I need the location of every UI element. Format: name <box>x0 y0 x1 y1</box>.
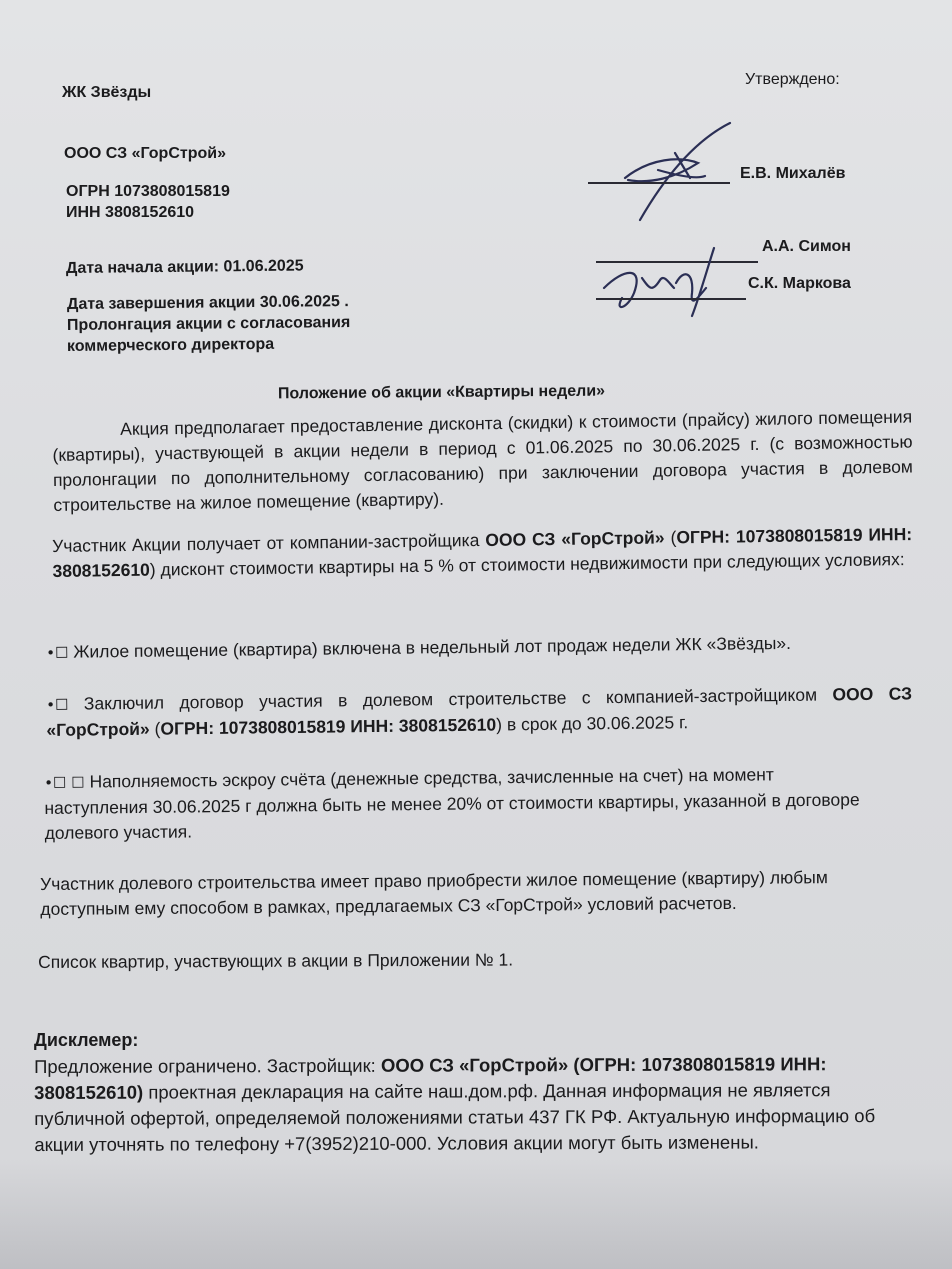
prolongation-line-2: коммерческого директора <box>66 335 275 355</box>
signature-1-icon <box>580 118 750 228</box>
intro-paragraph: Акция предполагает предоставление дисконта (скидки) к стоимости (прайсу) жилого помещения (квартиры), участвующей в акции недели в период с 01.06.2025 по 30.06.2025 г. (с возможностью пролонгации по дополнительному согласованию) при заключении договора участия в долевом строительстве на жилое помещение (квартиру). <box>52 406 914 515</box>
signature-3-line <box>596 298 746 300</box>
document-title: Положение об акции «Квартиры недели» <box>277 382 606 403</box>
checkbox-icon: •☐ <box>46 695 69 714</box>
participant-text-1: Участник Акции получает от компании-застройщика <box>52 529 486 556</box>
prolongation-line-1: Пролонгация акции с согласования <box>66 314 351 334</box>
participant-text-2: ( <box>664 527 677 548</box>
start-date: Дата начала акции: 01.06.2025 <box>65 257 304 277</box>
disclaimer-company: ООО СЗ «ГорСтрой» (ОГРН: 1073808015819 ИНН: 3808152610) <box>34 1053 827 1103</box>
disclaimer-text-1: Предложение ограничено. Застройщик: <box>34 1054 381 1077</box>
apartment-list-note: Список квартир, участвующих в акции в Приложении № 1. <box>38 949 514 972</box>
condition-2-text-2: ( <box>149 718 161 739</box>
company-name: ООО СЗ «ГорСтрой» <box>64 145 226 162</box>
approved-label: Утверждено: <box>745 71 840 88</box>
signer-3: С.К. Маркова <box>748 275 851 292</box>
signer-1: Е.В. Михалёв <box>740 165 846 182</box>
disclaimer-text-2: проектная декларация на сайте наш.дом.рф. Данная информация не является публичной офертой, определяемой положениями статьи 437 ГК РФ. Актуальную информацию об акции уточнять по телефону +7(3952)210-000. Условия акции могут быть изменены. <box>34 1079 876 1155</box>
ogrn: ОГРН 1073808015819 <box>66 183 230 200</box>
signer-2: А.А. Симон <box>762 238 851 255</box>
disclaimer-text <box>34 1051 919 1158</box>
condition-2 <box>46 681 913 743</box>
checkbox-icon: •☐ <box>46 643 69 662</box>
condition-2-text-1: Заключил договор участия в долевом строительстве с компанией-застройщиком <box>68 684 833 714</box>
condition-3-text: Наполняемость эскроу счёта (денежные средства, зачисленные на счет) на момент наступления 30.06.2025 г должна быть не менее 20% от стоимости квартиры, указанной в договоре долевого участия. <box>44 764 860 843</box>
complex-name: ЖК Звёзды <box>62 84 152 101</box>
condition-3 <box>44 761 865 846</box>
purchase-paragraph: Участник долевого строительства имеет право приобрести жилое помещение (квартиру) любым доступным ему способом в рамках, предлагаемых СЗ «ГорСтрой» условий расчетов. <box>40 867 828 919</box>
checkbox-icon: •☐ ☐ <box>44 773 85 792</box>
signature-2-icon <box>594 238 754 320</box>
end-date: Дата завершения акции 30.06.2025 . <box>66 293 349 313</box>
participant-paragraph <box>52 522 913 584</box>
condition-1-text: Жилое помещение (квартира) включена в недельный лот продаж недели ЖК «Звёзды». <box>68 632 792 662</box>
condition-2-text-3: ) в срок до 30.06.2025 г. <box>496 712 689 735</box>
condition-1 <box>46 629 906 666</box>
inn: ИНН 3808152610 <box>66 204 195 221</box>
participant-company: ООО СЗ «ГорСтрой» <box>485 527 665 550</box>
participant-text-3: ) дисконт стоимости квартиры на 5 % от стоимости недвижимости при следующих условиях: <box>149 549 905 580</box>
page-shadow <box>0 1159 952 1269</box>
condition-2-ids: ОГРН: 1073808015819 ИНН: 3808152610 <box>160 714 497 739</box>
disclaimer-title: Дисклемер: <box>34 1030 139 1050</box>
participant-ids: ОГРН: 1073808015819 ИНН: 3808152610 <box>52 523 913 581</box>
condition-2-company: ООО СЗ «ГорСтрой» <box>46 683 913 740</box>
signature-1-line <box>588 182 730 184</box>
